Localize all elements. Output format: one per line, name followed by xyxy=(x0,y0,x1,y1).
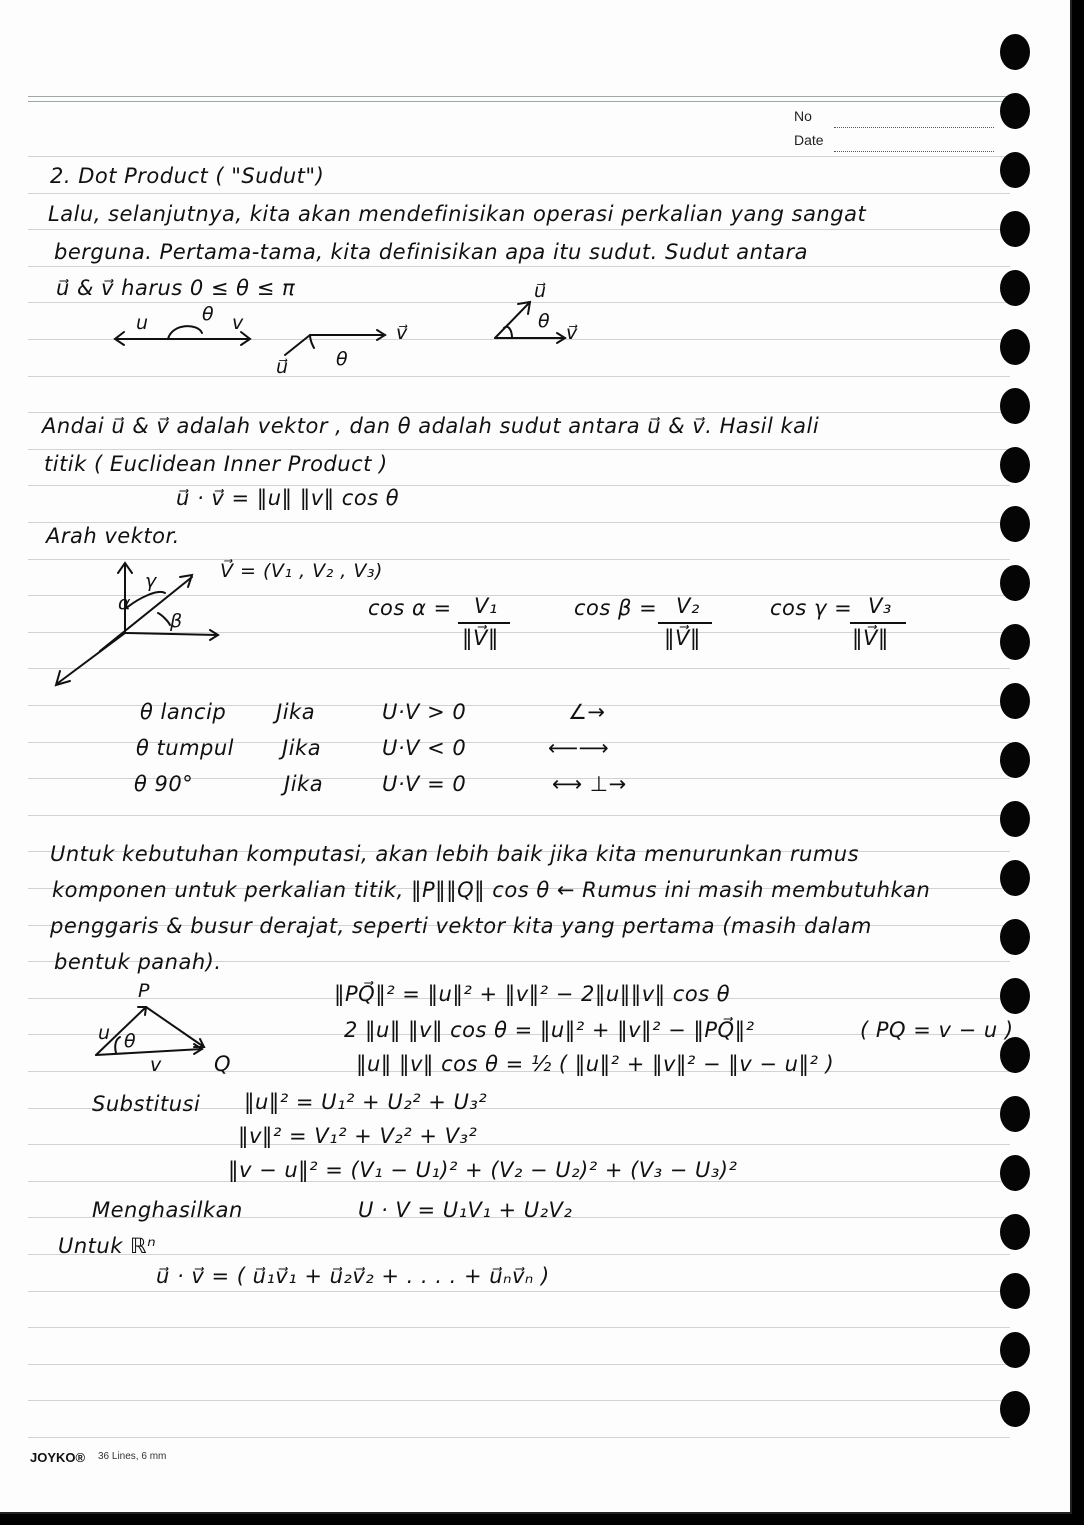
ruled-line xyxy=(28,522,1010,523)
case-obtuse-cond: U·V < 0 xyxy=(382,736,467,760)
case-right-angle: θ 90° xyxy=(134,772,194,796)
axis-angle-beta: β xyxy=(170,610,183,632)
no-field-line xyxy=(834,127,994,128)
cos-gamma-lhs: cos γ = xyxy=(770,596,853,620)
binding-hole xyxy=(1000,152,1030,188)
diagram3-label-v: v⃗ xyxy=(566,322,578,344)
case-right-cond: U·V = 0 xyxy=(382,772,467,796)
binding-hole xyxy=(1000,270,1030,306)
ruled-line xyxy=(28,1400,1010,1401)
computation-line-3: penggaris & busur derajat, seperti vektor kita yang pertama (masih dalam xyxy=(50,914,872,938)
binding-hole xyxy=(1000,1273,1030,1309)
binding-hole xyxy=(1000,1096,1030,1132)
triangle-label-u: u xyxy=(98,1022,111,1044)
cos-alpha-lhs: cos α = xyxy=(368,596,452,620)
ruled-line xyxy=(28,1291,1010,1292)
substitution-v: ‖v‖² = V₁² + V₂² + V₃² xyxy=(238,1124,478,1148)
diagram3-label-u: u⃗ xyxy=(534,280,547,302)
definition-line-2: titik ( Euclidean Inner Product ) xyxy=(44,452,388,476)
section-title: 2. Dot Product ( "Sudut") xyxy=(50,164,325,188)
binding-hole xyxy=(1000,742,1030,778)
axis-angle-gamma: γ xyxy=(145,570,157,592)
diagram3-label-theta: θ xyxy=(538,310,551,332)
case-acute-angle: θ lancip xyxy=(140,700,227,724)
cos-alpha-den: ‖V⃗‖ xyxy=(462,626,499,650)
vector-components: V⃗ = (V₁ , V₂ , V₃) xyxy=(220,560,383,582)
binding-hole xyxy=(1000,211,1030,247)
computation-line-1: Untuk kebutuhan komputasi, akan lebih baik jika kita menurunkan rumus xyxy=(50,842,860,866)
ruled-line xyxy=(28,266,1010,267)
case-acute-sketch: ∠→ xyxy=(568,700,606,724)
triangle-label-theta: θ xyxy=(124,1030,137,1052)
diagram1-label-u: u xyxy=(136,312,149,334)
binding-hole xyxy=(1000,1155,1030,1191)
axis-angle-alpha: α xyxy=(118,592,132,614)
fraction-bar xyxy=(850,622,906,624)
ruled-line xyxy=(28,1254,1010,1255)
binding-hole xyxy=(1000,624,1030,660)
case-acute-if: Jika xyxy=(276,700,316,724)
law-cosines-2: 2 ‖u‖ ‖v‖ cos θ = ‖u‖² + ‖v‖² − ‖PQ⃗‖² xyxy=(344,1018,755,1042)
ruled-line xyxy=(28,376,1010,377)
notebook-brand: JOYKO® xyxy=(30,1450,86,1465)
binding-hole xyxy=(1000,1037,1030,1073)
cos-gamma-num: V₃ xyxy=(868,594,892,618)
cos-beta-lhs: cos β = xyxy=(574,596,658,620)
definition-line-1: Andai u⃗ & v⃗ adalah vektor , dan θ adalah sudut antara u⃗ & v⃗. Hasil kali xyxy=(42,414,820,438)
direction-heading: Arah vektor. xyxy=(46,524,180,548)
date-field-line xyxy=(834,151,994,152)
3d-axes-diagram xyxy=(50,555,230,690)
fraction-bar xyxy=(458,622,510,624)
ruled-line xyxy=(28,449,1010,450)
substitution-label: Substitusi xyxy=(92,1092,201,1116)
ruled-line xyxy=(28,1327,1010,1328)
substitution-v-minus-u: ‖v − u‖² = (V₁ − U₁)² + (V₂ − U₂)² + (V₃ − U₃)² xyxy=(228,1158,738,1182)
no-label: No xyxy=(794,108,812,124)
case-right-sketch: ⟷ ⊥→ xyxy=(552,772,627,796)
binding-hole xyxy=(1000,34,1030,70)
diagram2-label-u: u⃗ xyxy=(276,356,289,378)
cos-beta-den: ‖V⃗‖ xyxy=(664,626,701,650)
diagram1-label-theta: θ xyxy=(202,303,215,325)
header-rule xyxy=(28,96,1010,97)
computation-line-4: bentuk panah). xyxy=(54,950,222,974)
binding-hole xyxy=(1000,1332,1030,1368)
binding-hole xyxy=(1000,801,1030,837)
binding-hole xyxy=(1000,329,1030,365)
cos-alpha-num: V₁ xyxy=(474,594,498,618)
case-acute-cond: U·V > 0 xyxy=(382,700,467,724)
binding-hole xyxy=(1000,919,1030,955)
case-obtuse-angle: θ tumpul xyxy=(136,736,234,760)
law-cosines-3: ‖u‖ ‖v‖ cos θ = ½ ( ‖u‖² + ‖v‖² − ‖v − u‖² ) xyxy=(356,1052,835,1076)
fraction-bar xyxy=(658,622,712,624)
ruled-line xyxy=(28,1144,1010,1145)
binding-hole xyxy=(1000,93,1030,129)
ruled-line xyxy=(28,815,1010,816)
binding-hole xyxy=(1000,978,1030,1014)
substitution-u: ‖u‖² = U₁² + U₂² + U₃² xyxy=(244,1090,488,1114)
ruled-line xyxy=(28,156,1010,157)
computation-line-2: komponen untuk perkalian titik, ‖P‖‖Q‖ cos θ ← Rumus ini masih membutuhkan xyxy=(52,878,931,902)
triangle-label-p: P xyxy=(138,980,150,1002)
binding-hole xyxy=(1000,683,1030,719)
intro-line-3: u⃗ & v⃗ harus 0 ≤ θ ≤ π xyxy=(56,276,296,300)
binding-hole xyxy=(1000,1391,1030,1427)
cos-beta-num: V₂ xyxy=(676,594,700,618)
rn-formula: u⃗ · v⃗ = ( u⃗₁v⃗₁ + u⃗₂v⃗₂ + . . . . + u⃗ₙv⃗ₙ ) xyxy=(156,1264,550,1288)
case-obtuse-sketch: ⟵⟶ xyxy=(548,736,610,760)
ruled-line xyxy=(28,1364,1010,1365)
case-right-if: Jika xyxy=(284,772,324,796)
result-formula: U · V = U₁V₁ + U₂V₂ xyxy=(358,1198,573,1222)
case-obtuse-if: Jika xyxy=(282,736,322,760)
binding-hole xyxy=(1000,506,1030,542)
binding-hole xyxy=(1000,447,1030,483)
ruled-line xyxy=(28,193,1010,194)
dot-product-formula: u⃗ · v⃗ = ‖u‖ ‖v‖ cos θ xyxy=(176,486,400,510)
triangle-label-q: Q xyxy=(214,1052,232,1076)
diagram2-label-v: v⃗ xyxy=(396,322,408,344)
rn-label: Untuk ℝⁿ xyxy=(58,1234,157,1258)
notebook-spec: 36 Lines, 6 mm xyxy=(98,1451,167,1462)
result-label: Menghasilkan xyxy=(92,1198,243,1222)
diagram1-label-v: v xyxy=(232,312,244,334)
binding-hole xyxy=(1000,388,1030,424)
ruled-line xyxy=(28,229,1010,230)
intro-line-1: Lalu, selanjutnya, kita akan mendefinisikan operasi perkalian yang sangat xyxy=(48,202,867,226)
law-cosines-1: ‖PQ⃗‖² = ‖u‖² + ‖v‖² − 2‖u‖‖v‖ cos θ xyxy=(334,982,731,1006)
binding-hole xyxy=(1000,1214,1030,1250)
pq-note: ( PQ = v − u ) xyxy=(860,1018,1014,1042)
cos-gamma-den: ‖V⃗‖ xyxy=(852,626,889,650)
date-label: Date xyxy=(794,132,824,148)
header-rule xyxy=(28,101,1010,102)
binding-hole xyxy=(1000,860,1030,896)
diagram2-label-theta: θ xyxy=(336,348,349,370)
intro-line-2: berguna. Pertama-tama, kita definisikan apa itu sudut. Sudut antara xyxy=(54,240,808,264)
binding-hole xyxy=(1000,565,1030,601)
triangle-label-v: v xyxy=(150,1054,162,1076)
ruled-line xyxy=(28,1437,1010,1438)
